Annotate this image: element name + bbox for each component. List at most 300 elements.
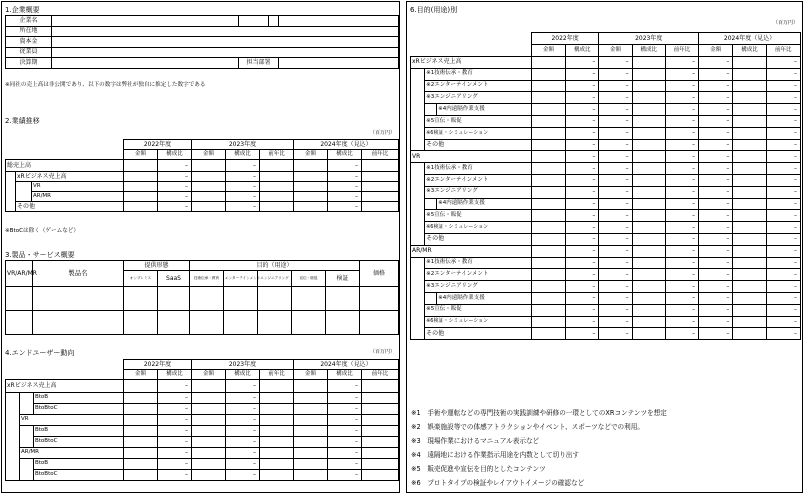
value-cell[interactable]	[733, 104, 766, 116]
value-cell[interactable]	[632, 127, 665, 139]
row-label: xRビジネス売上高	[6, 380, 124, 393]
value-cell: –	[699, 292, 733, 304]
value-cell: –	[599, 186, 632, 198]
value-cell: –	[599, 233, 632, 245]
value-cell: –	[665, 104, 698, 116]
value-cell[interactable]	[733, 328, 766, 340]
row-label: VR	[20, 414, 124, 425]
value-cell: –	[599, 151, 632, 163]
enduser-table: 2022年度 2023年度 2024年度（見込） 金額 構成比 金額 構成比 前年比 金額 構成比 前年比 xRビジネス売上高 – – – BtoB – – – BtoBtoC – – – VR – – – BtoB – – – BtoBtoC – – – AR/MR – – – BtoB – – – BtoBtoC – – –	[5, 359, 399, 481]
value-cell[interactable]	[733, 233, 766, 245]
col-header: 金額	[294, 370, 328, 380]
value-cell: –	[665, 80, 698, 92]
table-row	[411, 115, 801, 127]
value-cell[interactable]	[733, 163, 766, 175]
purpose-training: 技術伝承・教育	[190, 271, 224, 287]
year-2022: 2022年度	[124, 140, 192, 150]
purpose-entertainment: エンターテインメント	[224, 271, 258, 287]
value-cell[interactable]	[632, 292, 665, 304]
value-cell: –	[699, 269, 733, 281]
section2-note: ※BtoCは除く（ゲームなど）	[5, 228, 79, 234]
value-cell: –	[699, 57, 733, 69]
value-cell: –	[599, 316, 632, 328]
value-cell: –	[599, 210, 632, 222]
fiscal-value[interactable]	[52, 58, 239, 69]
value-cell: –	[766, 269, 800, 281]
section6-title: 6.目的(用途)別	[410, 6, 458, 14]
value-cell[interactable]	[632, 139, 665, 151]
performance-table: 2022年度 2023年度 2024年度（見込） 金額 構成比 金額 構成比 前年比 金額 構成比 前年比 総売上高 – – – xRビジネス売上高 – – – VR – – – AR/MR – – – その他 – – –	[5, 139, 399, 212]
year-2024: 2024年度（見込）	[294, 140, 399, 150]
value-cell: –	[566, 92, 599, 104]
value-cell[interactable]	[531, 151, 565, 163]
year-2022: 2022年度	[124, 360, 192, 370]
col-header: 構成比	[328, 370, 362, 380]
value-cell[interactable]	[733, 269, 766, 281]
col-header: 金額	[699, 45, 733, 57]
row-label: ※1技術伝承・教育	[425, 257, 532, 269]
value-cell[interactable]	[733, 151, 766, 163]
row-label: BtoBtoC	[34, 469, 124, 480]
value-cell[interactable]	[632, 57, 665, 69]
value-cell[interactable]	[531, 92, 565, 104]
value-cell: –	[599, 57, 632, 69]
value-cell[interactable]	[531, 245, 565, 257]
footnote-2: ※2 娯楽施設等での体感アトラクションやイベント、スポーツなどでの利用。	[411, 423, 644, 431]
col-header: 構成比	[158, 370, 192, 380]
value-cell: –	[699, 186, 733, 198]
table-row	[411, 328, 801, 340]
row-label: AR/MR	[411, 245, 532, 257]
value-cell[interactable]	[733, 57, 766, 69]
row-label: ※3エンジニアリング	[425, 92, 532, 104]
value-cell: –	[766, 57, 800, 69]
col-purpose: 目的（用途）	[190, 261, 360, 271]
purpose-promotion: 宣伝・販促	[292, 271, 326, 287]
year-2024: 2024年度（見込）	[699, 33, 801, 45]
col-header: 構成比	[158, 150, 192, 160]
company-table	[5, 15, 399, 69]
value-cell[interactable]	[531, 292, 565, 304]
value-cell: –	[566, 233, 599, 245]
value-cell[interactable]	[531, 57, 565, 69]
address-value[interactable]	[52, 26, 399, 37]
section2-unit: （百万円）	[370, 130, 396, 136]
value-cell: –	[599, 104, 632, 116]
value-cell[interactable]	[733, 186, 766, 198]
col-header: 前年比	[362, 370, 399, 380]
row-label: BtoB	[34, 392, 124, 403]
value-cell[interactable]	[531, 233, 565, 245]
value-cell: –	[766, 210, 800, 222]
value-cell[interactable]	[632, 92, 665, 104]
section1-note: ※同社の売上高は非公開であり、以下の数字は弊社が独自に推定した数字である	[5, 82, 206, 88]
value-cell[interactable]	[632, 328, 665, 340]
value-cell: –	[599, 281, 632, 293]
table-row	[411, 269, 801, 281]
value-cell[interactable]	[733, 139, 766, 151]
value-cell: –	[566, 292, 599, 304]
row-label: ※6検証・シミュレーション	[425, 222, 532, 234]
value-cell: –	[566, 222, 599, 234]
table-row	[411, 292, 801, 304]
row-label: ※6検証・シミュレーション	[425, 127, 532, 139]
row-label: VR	[32, 182, 124, 192]
company-name-label: 企業名	[6, 16, 52, 27]
footnote-4: ※4 遠隔地における作業指示用途を内数として切り出す	[411, 451, 579, 459]
value-cell: –	[599, 198, 632, 210]
value-cell[interactable]	[632, 80, 665, 92]
value-cell[interactable]	[632, 210, 665, 222]
value-cell: –	[566, 316, 599, 328]
table-row	[411, 281, 801, 293]
col-header: 金額	[192, 150, 226, 160]
col-type: VR/AR/MR	[6, 261, 33, 287]
value-cell: –	[699, 104, 733, 116]
value-cell[interactable]	[531, 304, 565, 316]
row-label: ※5宣伝・販促	[425, 210, 532, 222]
row-label: ※1技術伝承・教育	[425, 163, 532, 175]
col-header: 構成比	[328, 150, 362, 160]
value-cell: –	[699, 233, 733, 245]
value-cell[interactable]	[531, 257, 565, 269]
value-cell[interactable]	[632, 316, 665, 328]
value-cell: –	[766, 68, 800, 80]
value-cell: –	[699, 316, 733, 328]
value-cell: –	[566, 269, 599, 281]
value-cell: –	[566, 186, 599, 198]
row-label: ※3エンジニアリング	[425, 186, 532, 198]
col-header: 金額	[531, 45, 565, 57]
value-cell: –	[566, 80, 599, 92]
value-cell: –	[665, 245, 698, 257]
value-cell[interactable]	[733, 80, 766, 92]
purpose-table	[410, 32, 801, 340]
table-row	[411, 245, 801, 257]
value-cell: –	[699, 304, 733, 316]
col-header: 金額	[124, 150, 158, 160]
value-cell: –	[699, 68, 733, 80]
table-row	[411, 57, 801, 69]
value-cell[interactable]	[733, 257, 766, 269]
row-label: BtoBtoC	[34, 403, 124, 414]
capital-value[interactable]	[52, 37, 399, 48]
value-cell: –	[665, 328, 698, 340]
row-label: その他	[425, 139, 532, 151]
value-cell[interactable]	[531, 174, 565, 186]
value-cell[interactable]	[632, 163, 665, 175]
value-cell[interactable]	[531, 222, 565, 234]
value-cell[interactable]	[733, 304, 766, 316]
value-cell: –	[665, 269, 698, 281]
value-cell: –	[566, 163, 599, 175]
value-cell[interactable]	[733, 92, 766, 104]
value-cell: –	[665, 304, 698, 316]
col-header: 構成比	[733, 45, 766, 57]
value-cell: –	[766, 92, 800, 104]
value-cell: –	[566, 198, 599, 210]
value-cell[interactable]	[531, 163, 565, 175]
value-cell: –	[599, 174, 632, 186]
value-cell[interactable]	[531, 316, 565, 328]
value-cell: –	[766, 292, 800, 304]
value-cell[interactable]	[531, 210, 565, 222]
row-label: ※2エンターテインメント	[425, 269, 532, 281]
table-row	[411, 68, 801, 80]
row-label: ※3エンジニアリング	[425, 281, 532, 293]
value-cell[interactable]	[733, 174, 766, 186]
value-cell: –	[665, 292, 698, 304]
value-cell: –	[699, 174, 733, 186]
value-cell: –	[599, 304, 632, 316]
value-cell: –	[699, 139, 733, 151]
section3-title: 3.製品・サービス概要	[5, 251, 75, 259]
value-cell: –	[566, 281, 599, 293]
value-cell[interactable]	[531, 115, 565, 127]
value-cell: –	[566, 257, 599, 269]
contact-dept-value[interactable]	[279, 58, 399, 69]
table-row	[411, 210, 801, 222]
value-cell: –	[665, 233, 698, 245]
value-cell: –	[665, 257, 698, 269]
value-cell: –	[699, 210, 733, 222]
row-label: その他	[425, 233, 532, 245]
row-label: ※1技術伝承・教育	[425, 68, 532, 80]
value-cell: –	[766, 316, 800, 328]
value-cell[interactable]	[632, 186, 665, 198]
value-cell[interactable]	[733, 222, 766, 234]
col-header: 金額	[294, 150, 328, 160]
value-cell: –	[699, 257, 733, 269]
col-product-name: 製品名	[33, 261, 124, 287]
col-header: 前年比	[260, 370, 294, 380]
col-header: 構成比	[226, 370, 260, 380]
value-cell: –	[566, 104, 599, 116]
value-cell: –	[665, 127, 698, 139]
value-cell[interactable]	[531, 127, 565, 139]
table-row	[411, 198, 801, 210]
value-cell: –	[766, 233, 800, 245]
row-label: その他	[425, 328, 532, 340]
year-2023: 2023年度	[192, 360, 294, 370]
value-cell[interactable]	[632, 257, 665, 269]
row-label: ※4内遠隔作業支援	[437, 198, 532, 210]
value-cell: –	[665, 316, 698, 328]
value-cell: –	[766, 139, 800, 151]
value-cell: –	[599, 257, 632, 269]
value-cell: –	[599, 139, 632, 151]
row-label: xRビジネス売上高	[411, 57, 532, 69]
value-cell: –	[665, 151, 698, 163]
value-cell[interactable]	[733, 281, 766, 293]
value-cell[interactable]	[632, 198, 665, 210]
value-cell[interactable]	[531, 269, 565, 281]
value-cell: –	[665, 115, 698, 127]
value-cell[interactable]	[733, 198, 766, 210]
value-cell[interactable]	[531, 68, 565, 80]
value-cell: –	[599, 68, 632, 80]
table-row	[411, 316, 801, 328]
value-cell[interactable]	[632, 104, 665, 116]
value-cell[interactable]	[531, 328, 565, 340]
form-onprem: オンプレミス	[124, 271, 158, 287]
value-cell: –	[665, 281, 698, 293]
value-cell[interactable]	[733, 292, 766, 304]
value-cell: –	[566, 127, 599, 139]
value-cell: –	[566, 304, 599, 316]
value-cell: –	[665, 222, 698, 234]
value-cell: –	[766, 104, 800, 116]
left-panel	[1, 1, 400, 493]
value-cell: –	[766, 222, 800, 234]
value-cell: –	[566, 68, 599, 80]
value-cell[interactable]	[632, 245, 665, 257]
col-header: 前年比	[362, 150, 399, 160]
row-label: xRビジネス売上高	[16, 172, 124, 182]
year-2024: 2024年度（見込）	[294, 360, 399, 370]
section4-title: 4.エンドユーザー動向	[5, 349, 75, 357]
table-row	[411, 139, 801, 151]
row-label: ※2エンターテインメント	[425, 80, 532, 92]
col-header: 構成比	[226, 150, 260, 160]
value-cell[interactable]	[531, 80, 565, 92]
value-cell[interactable]	[733, 127, 766, 139]
value-cell: –	[766, 163, 800, 175]
value-cell[interactable]	[632, 151, 665, 163]
value-cell: –	[699, 222, 733, 234]
value-cell: –	[599, 245, 632, 257]
employees-value[interactable]	[52, 47, 399, 58]
capital-label: 資本金	[6, 37, 52, 48]
row-label: 総売上高	[6, 160, 124, 172]
row-label: BtoB	[34, 425, 124, 436]
col-header: 金額	[124, 370, 158, 380]
value-cell[interactable]	[632, 174, 665, 186]
footnote-6: ※6 プロトタイプの検証やレイアウトイメージの確認など	[411, 479, 585, 487]
purpose-verification: 検証	[326, 271, 360, 287]
col-header: 前年比	[766, 45, 800, 57]
value-cell[interactable]	[531, 104, 565, 116]
value-cell[interactable]	[733, 245, 766, 257]
table-row	[411, 257, 801, 269]
value-cell: –	[599, 115, 632, 127]
value-cell: –	[665, 186, 698, 198]
footnote-1: ※1 手術や運転などの専門技術の実践訓練や研修の一環としてのXRコンテンツを想定	[411, 409, 667, 417]
section2-title: 2.業績推移	[5, 117, 40, 125]
value-cell: –	[766, 198, 800, 210]
year-2023: 2023年度	[192, 140, 294, 150]
table-row	[411, 174, 801, 186]
value-cell: –	[566, 115, 599, 127]
value-cell[interactable]	[531, 281, 565, 293]
address-label: 所在地	[6, 26, 52, 37]
value-cell: –	[665, 92, 698, 104]
company-name-value[interactable]	[52, 16, 239, 27]
row-label: BtoB	[34, 458, 124, 469]
table-row	[411, 233, 801, 245]
value-cell: –	[699, 92, 733, 104]
contact-dept-label: 担当部署	[239, 58, 279, 69]
value-cell[interactable]	[632, 281, 665, 293]
value-cell: –	[699, 245, 733, 257]
fiscal-label: 決算期	[6, 58, 52, 69]
value-cell[interactable]	[632, 304, 665, 316]
value-cell[interactable]	[632, 115, 665, 127]
value-cell: –	[699, 80, 733, 92]
value-cell: –	[665, 139, 698, 151]
row-label: BtoBtoC	[34, 436, 124, 447]
value-cell[interactable]	[531, 139, 565, 151]
row-label: ※4内遠隔作業支援	[437, 104, 532, 116]
value-cell: –	[599, 80, 632, 92]
value-cell[interactable]	[632, 222, 665, 234]
value-cell: –	[665, 198, 698, 210]
value-cell: –	[699, 163, 733, 175]
table-row	[411, 92, 801, 104]
table-row	[411, 186, 801, 198]
value-cell: –	[699, 328, 733, 340]
value-cell: –	[766, 151, 800, 163]
footnote-3: ※3 現場作業におけるマニュアル表示など	[411, 437, 540, 445]
value-cell: –	[766, 186, 800, 198]
value-cell: –	[665, 57, 698, 69]
value-cell[interactable]	[733, 316, 766, 328]
value-cell: –	[766, 174, 800, 186]
value-cell: –	[599, 92, 632, 104]
value-cell: –	[766, 127, 800, 139]
value-cell: –	[566, 210, 599, 222]
value-cell: –	[766, 304, 800, 316]
value-cell: –	[665, 174, 698, 186]
value-cell[interactable]	[733, 115, 766, 127]
value-cell[interactable]	[531, 186, 565, 198]
row-label: ※6検証・シミュレーション	[425, 316, 532, 328]
table-row	[411, 127, 801, 139]
row-label: その他	[16, 202, 124, 212]
col-header: 金額	[192, 370, 226, 380]
value-cell: –	[699, 115, 733, 127]
value-cell: –	[599, 269, 632, 281]
value-cell: –	[566, 174, 599, 186]
value-cell[interactable]	[632, 269, 665, 281]
row-label: VR	[411, 151, 532, 163]
value-cell: –	[665, 163, 698, 175]
col-header: 構成比	[566, 45, 599, 57]
value-cell: –	[566, 245, 599, 257]
value-cell[interactable]	[632, 233, 665, 245]
right-panel	[406, 1, 803, 493]
table-row	[411, 304, 801, 316]
form-saas: SaaS	[158, 271, 190, 287]
value-cell: –	[566, 328, 599, 340]
value-cell: –	[665, 210, 698, 222]
value-cell: –	[766, 328, 800, 340]
value-cell: –	[766, 115, 800, 127]
col-form: 提供形態	[124, 261, 190, 271]
col-header: 前年比	[260, 150, 294, 160]
value-cell: –	[699, 151, 733, 163]
value-cell[interactable]	[733, 68, 766, 80]
row-label: AR/MR	[32, 192, 124, 202]
year-2023: 2023年度	[599, 33, 699, 45]
col-header: 金額	[599, 45, 632, 57]
value-cell: –	[566, 57, 599, 69]
value-cell[interactable]	[632, 68, 665, 80]
value-cell[interactable]	[531, 198, 565, 210]
value-cell: –	[699, 127, 733, 139]
value-cell[interactable]	[733, 210, 766, 222]
value-cell: –	[665, 68, 698, 80]
